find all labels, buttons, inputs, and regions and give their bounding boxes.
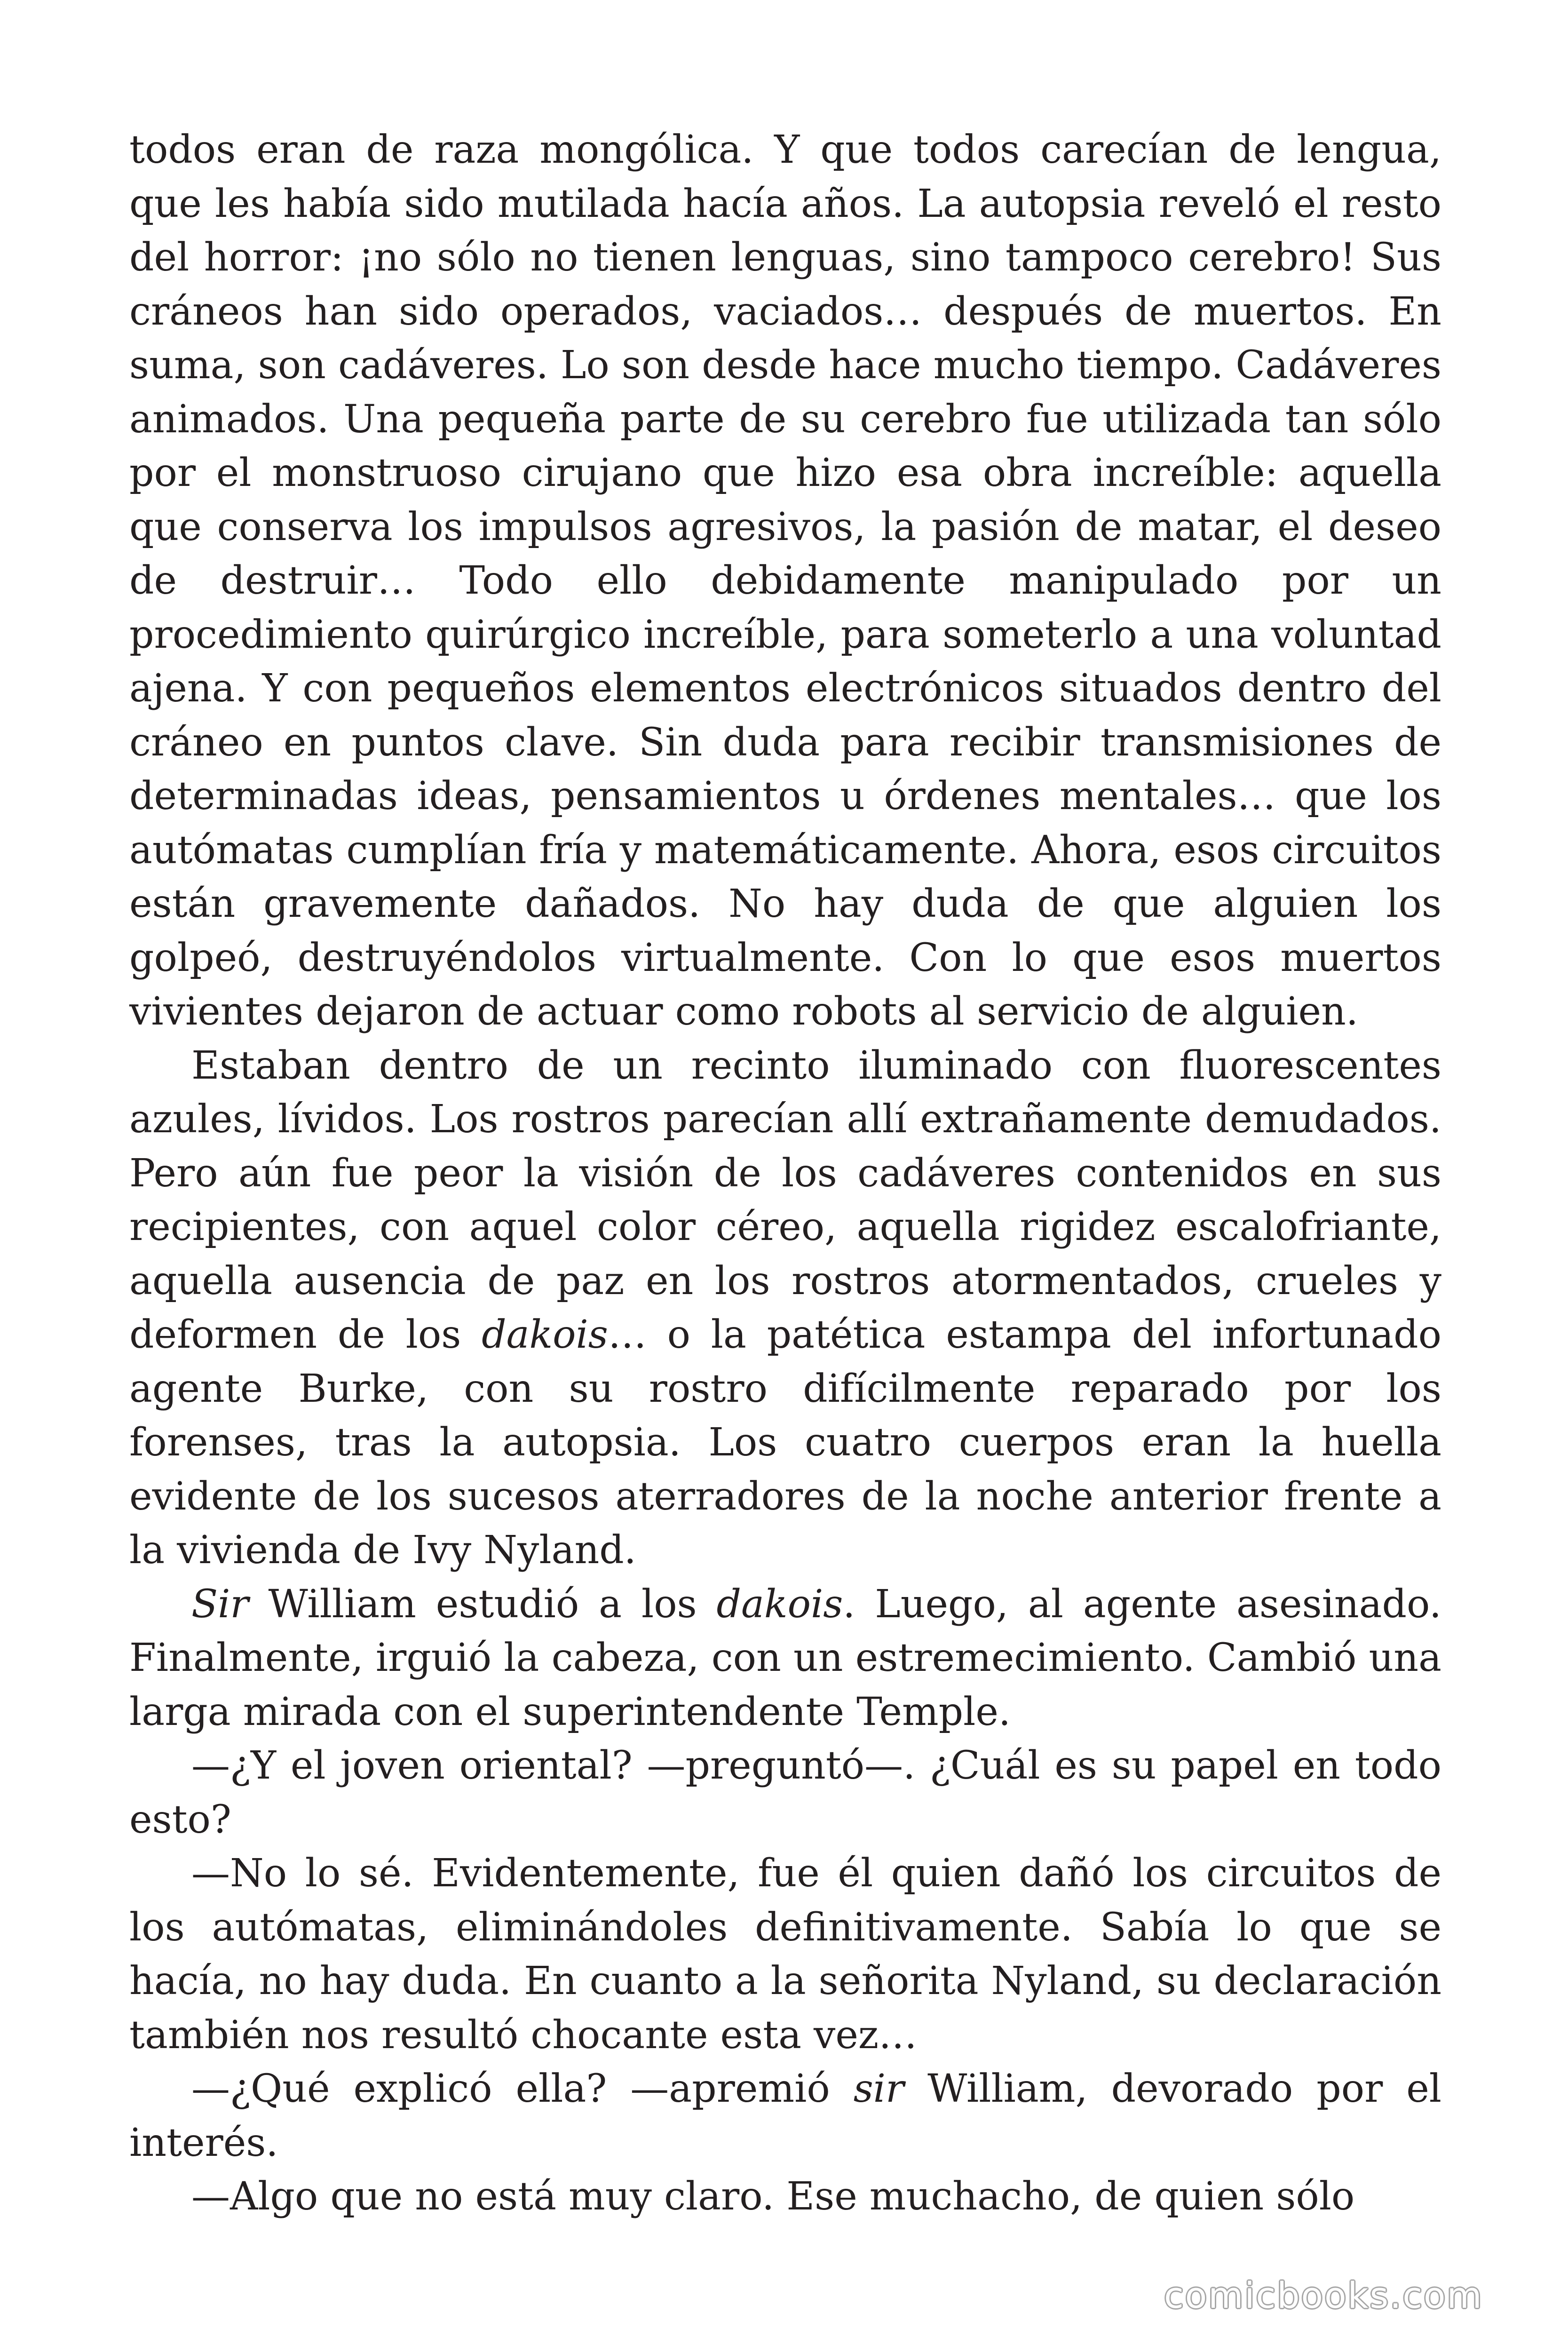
page-body xyxy=(129,123,1441,2224)
paragraph-1-text: todos eran de raza mongólica. Y que todos carecían de lengua, que les había sido mutilada hacía años. La autopsia reveló el resto del horror: ¡no sólo no tienen lenguas, sino tampoco cerebro! Sus cráneos han sido operados, vaciados… después de muertos. En suma, son cadáveres. Lo son desde hace mucho tiempo. Cadáveres animados. Una pequeña parte de su cerebro fue utilizada tan sólo por el monstruoso cirujano que hizo esa obra increíble: aquella que conserva los impulsos agresivos, la pasión de matar, el deseo de destruir… Todo ello debidamente manipulado por un procedimiento quirúrgico increíble, para someterlo a una voluntad ajena. Y con pequeños elementos electrónicos situados dentro del cráneo en puntos clave. Sin duda para recibir transmisiones de determinadas ideas, pensamientos u órdenes mentales… que los autómatas cumplían fría y matemáticamente. Ahora, esos circuitos están gravemente dañados. No hay duda de que alguien los golpeó, destruyéndolos virtualmente. Con lo que esos muertos vivientes dejaron de actuar como robots al servicio de alguien. xyxy=(129,127,1442,1034)
paragraph-7 xyxy=(129,2170,1441,2224)
paragraph-4 xyxy=(129,1739,1441,1847)
paragraph-2-italic-dakois: dakois xyxy=(482,1312,608,1357)
paragraph-3-italic-sir: Sir xyxy=(191,1581,249,1627)
paragraph-5 xyxy=(129,1847,1441,2062)
paragraph-5-text: —No lo sé. Evidentemente, fue él quien dañó los circuitos de los autómatas, eliminándoles definitivamente. Sabía lo que se hacía, no hay duda. En cuanto a la señorita Nyland, su declaración también nos resultó chocante esta vez… xyxy=(129,1851,1441,2058)
paragraph-1 xyxy=(129,123,1441,1039)
paragraph-6-italic-sir: sir xyxy=(853,2066,904,2111)
paragraph-2-text-b: … o la patética estampa del infortunado agente Burke, con su rostro difícilmente reparado por los forenses, tras la autopsia. Los cuatro cuerpos eran la huella evidente de los sucesos aterradores de la noche anterior frente a la vivienda de Ivy Nyland. xyxy=(129,1312,1442,1573)
paragraph-6 xyxy=(129,2062,1441,2170)
paragraph-4-text: —¿Y el joven oriental? —preguntó—. ¿Cuál es su papel en todo esto? xyxy=(129,1743,1441,1842)
paragraph-3-text-b: . Luego, al agente asesinado. Finalmente, irguió la cabeza, con un estremecimiento. Cambió una larga mirada con el superintendente Temple. xyxy=(129,1581,1441,1734)
paragraph-6-text-b: William, devorado por el interés. xyxy=(129,2066,1441,2165)
watermark: comicbooks.com xyxy=(1164,2274,1483,2316)
paragraph-2-text-a: Estaban dentro de un recinto iluminado con fluorescentes azules, lívidos. Los rostros parecían allí extrañamente demudados. Pero aún fue peor la visión de los cadáveres contenidos en sus recipientes, con aquel color céreo, aquella rigidez escalofriante, aquella ausencia de paz en los rostros atormentados, crueles y deformen de los xyxy=(129,1043,1441,1357)
paragraph-3 xyxy=(129,1578,1441,1740)
paragraph-3-text-a: William estudió a los xyxy=(248,1581,717,1627)
paragraph-2 xyxy=(129,1039,1441,1578)
paragraph-3-italic-dakois: dakois xyxy=(716,1581,843,1627)
paragraph-6-text-a: —¿Qué explicó ella? —apremió xyxy=(191,2066,854,2111)
paragraph-7-text: —Algo que no está muy claro. Ese muchacho, de quien sólo xyxy=(191,2174,1355,2219)
